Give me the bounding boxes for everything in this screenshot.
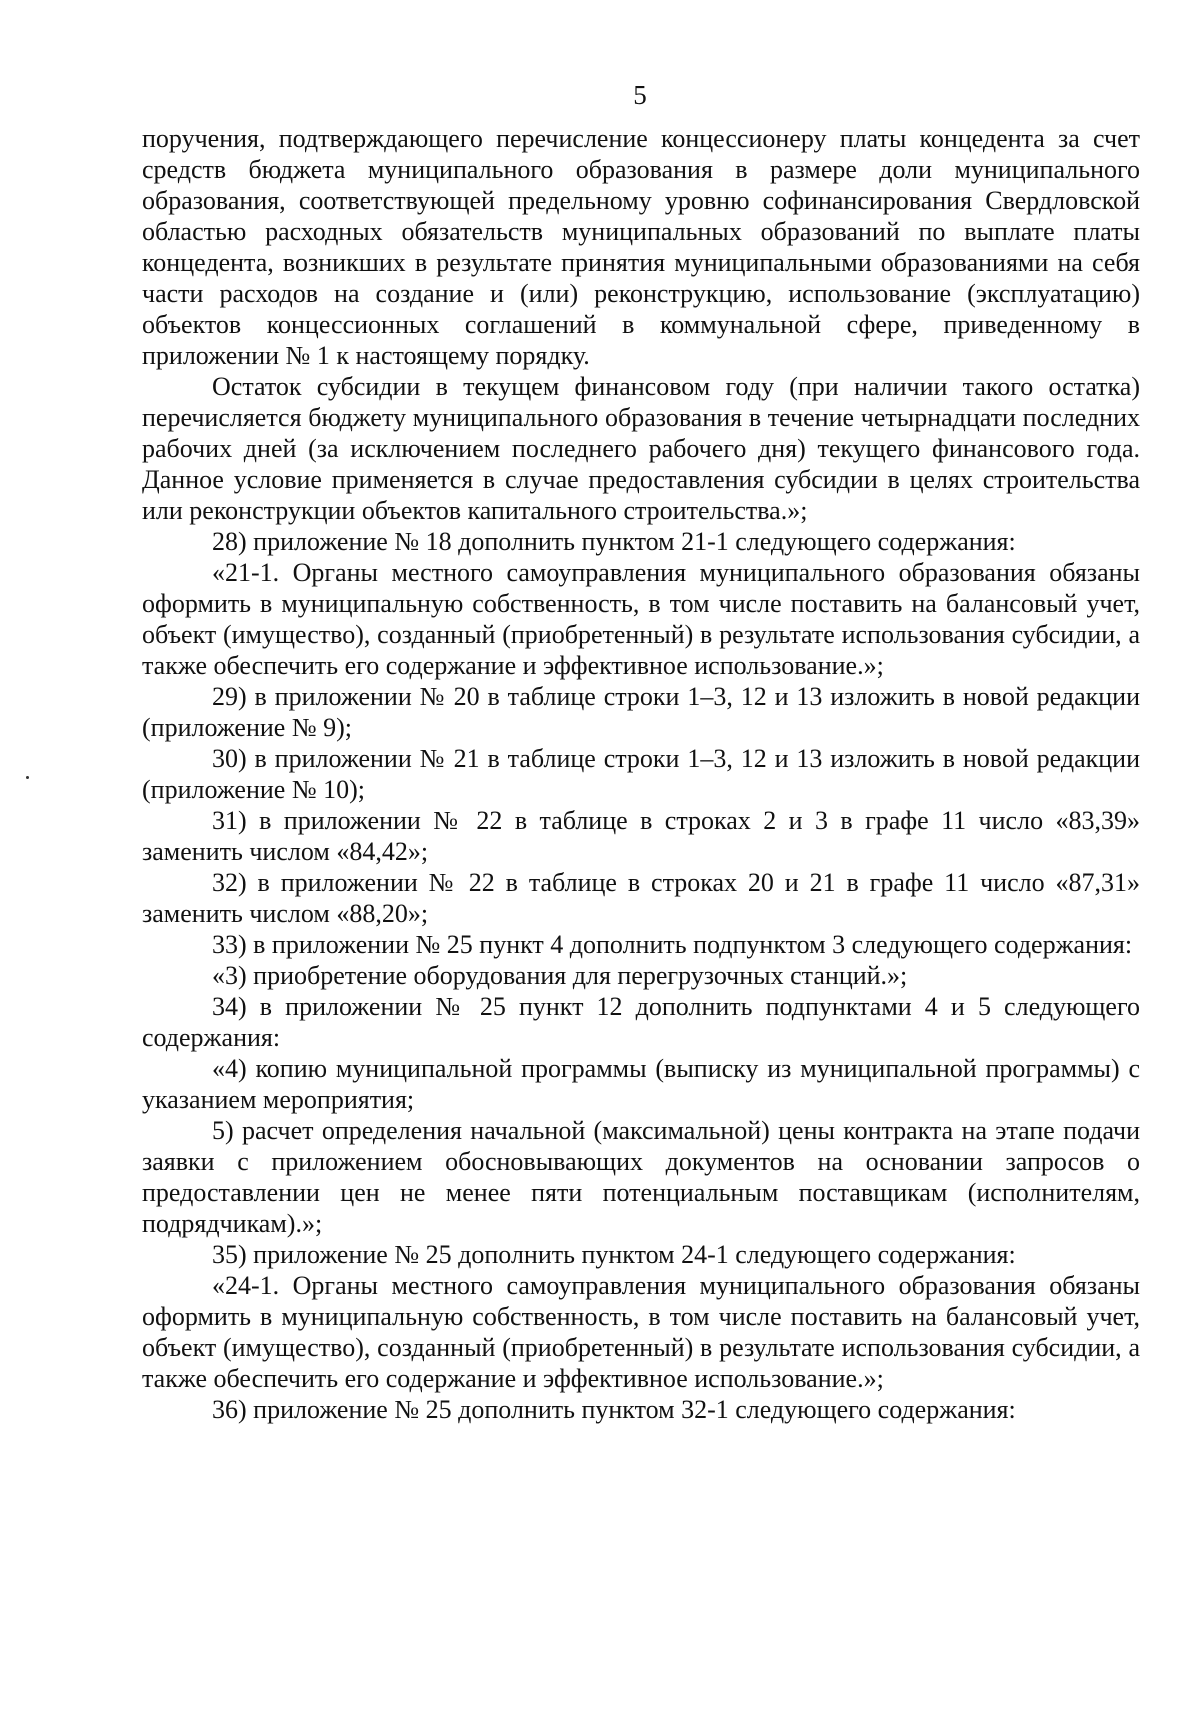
paragraph-item-31: 31) в приложении № 22 в таблице в строках 2 и 3 в графе 11 число «83,39» заменить числом «84,42»; [142,806,1140,866]
paragraph-item-33: 33) в приложении № 25 пункт 4 дополнить подпунктом 3 следующего содержания: [212,930,1133,959]
paragraph-quote-24-1: «24-1. Органы местного самоуправления муниципального образования обязаны оформить в муниципальную собственность, в том числе поставить на балансовый учет, объект (имущество), созданный (приобретенный) в результате использования субсидии, а также обеспечить его содержание и эффективное использование.»; [142,1271,1140,1393]
paragraph-item-35: 35) приложение № 25 дополнить пунктом 24-1 следующего содержания: [212,1240,1016,1269]
paragraph-item-36: 36) приложение № 25 дополнить пунктом 32-1 следующего содержания: [212,1395,1016,1424]
paragraph-item-32: 32) в приложении № 22 в таблице в строках 20 и 21 в графе 11 число «87,31» заменить числом «88,20»; [142,868,1140,928]
paragraph-quote-21-1: «21-1. Органы местного самоуправления муниципального образования обязаны оформить в муниципальную собственность, в том числе поставить на балансовый учет, объект (имущество), созданный (приобретенный) в результате использования субсидии, а также обеспечить его содержание и эффективное использование.»; [142,558,1140,680]
paragraph-subsidy-remainder: Остаток субсидии в текущем финансовом году (при наличии такого остатка) перечисляется бюджету муниципального образования в течение четырнадцати последних рабочих дней (за исключением последнего рабочего дня) текущего финансового года. Данное условие применяется в случае предоставления субсидии в целях строительства или реконструкции объектов капитального строительства.»; [142,372,1140,525]
paragraph-item-30: 30) в приложении № 21 в таблице строки 1–3, 12 и 13 изложить в новой редакции (приложение № 10); [142,744,1140,804]
paragraph-quote-3: «3) приобретение оборудования для перегрузочных станций.»; [212,961,908,990]
paragraph-quote-5: 5) расчет определения начальной (максимальной) цены контракта на этапе подачи заявки с приложением обосновывающих документов на основании запросов о предоставлении цен не менее пяти потенциальным поставщикам (исполнителям, подрядчикам).»; [142,1116,1140,1238]
paragraph-item-28: 28) приложение № 18 дополнить пунктом 21-1 следующего содержания: [212,527,1016,556]
paragraph-continuation: поручения, подтверждающего перечисление концессионеру платы концедента за счет средств бюджета муниципального образования в размере доли муниципального образования, соответствующей предельному уровню софинансирования Свердловской областью расходных обязательств муниципальных образований по выплате платы концедента, возникших в результате принятия муниципальными образованиями на себя части расходов на создание и (или) реконструкцию, использование (эксплуатацию) объектов концессионных соглашений в коммунальной сфере, приведенному в приложении № 1 к настоящему порядку. [142,124,1140,370]
paragraph-item-29: 29) в приложении № 20 в таблице строки 1–3, 12 и 13 изложить в новой редакции (приложение № 9); [142,682,1140,742]
paragraph-quote-4: «4) копию муниципальной программы (выписку из муниципальной программы) с указанием мероприятия; [142,1054,1140,1114]
paragraph-item-34: 34) в приложении № 25 пункт 12 дополнить подпунктами 4 и 5 следующего содержания: [142,992,1140,1052]
scan-speck [26,776,29,779]
page-number: 5 [633,80,647,110]
document-body [142,123,1140,1425]
